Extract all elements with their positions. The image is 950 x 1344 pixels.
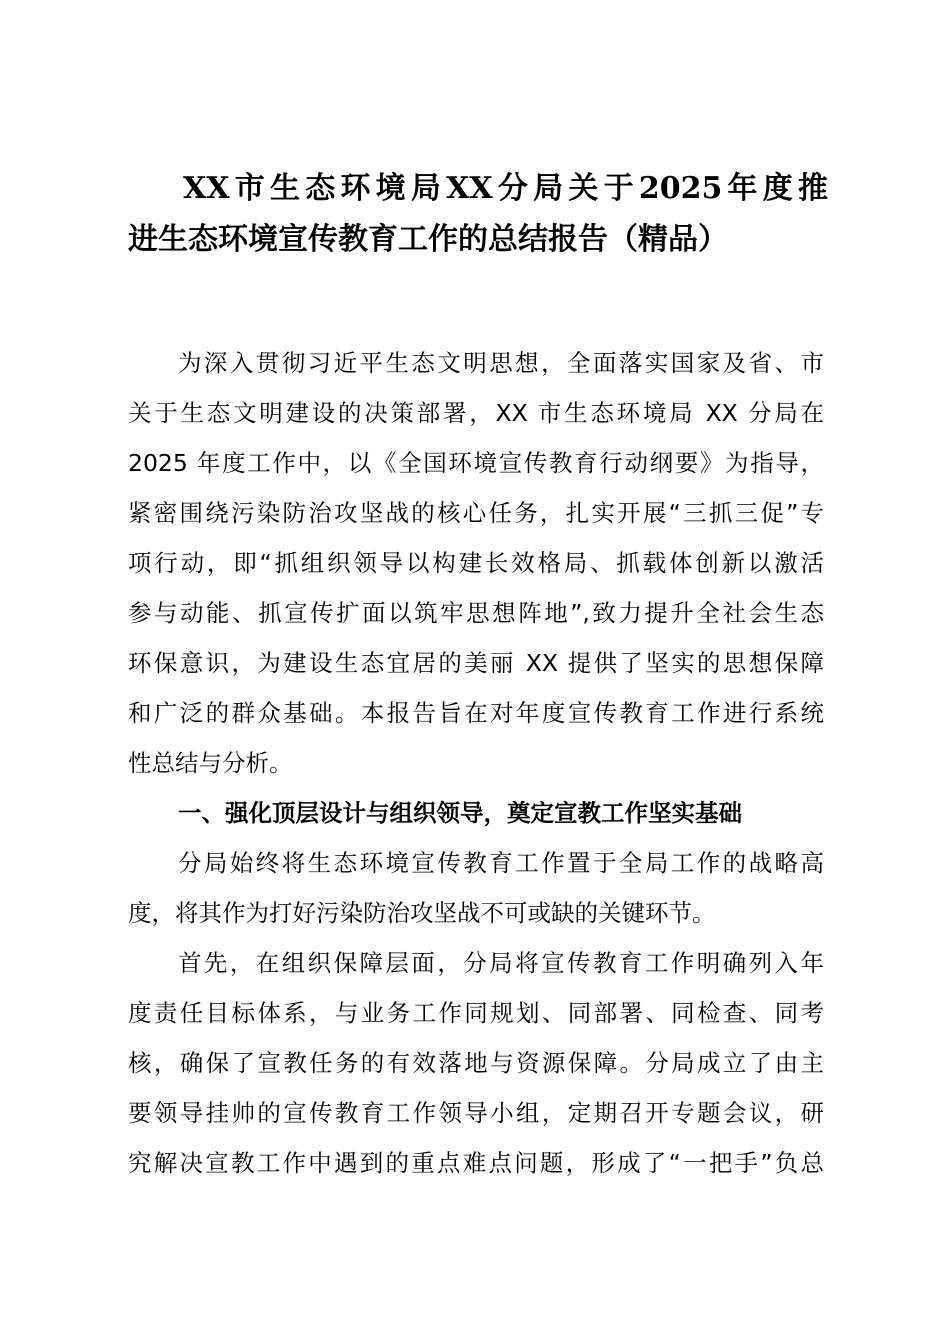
text-line: 首先，在组织保障层面，分局将宣传教育工作明确列入年 [178,949,824,977]
text-line: 分局始终将生态环境宣传教育工作置于全局工作的战略高 [178,849,824,877]
section-heading: 一、强化顶层设计与组织领导，奠定宣教工作坚实基础 [178,799,742,827]
text-line: 度责任目标体系，与业务工作同规划、同部署、同检查、同考 [128,999,824,1027]
text-line: 度，将其作为打好污染防治攻坚战不可或缺的关键环节。 [128,899,716,927]
text-line: 环保意识，为建设生态宜居的美丽 XX 提供了坚实的思想保障 [128,649,824,677]
title-line: XX市生态环境局XX分局关于2025年度推 [183,171,828,206]
text-line: 性总结与分析。 [128,749,293,777]
text-line: 2025 年度工作中，以《全国环境宣传教育行动纲要》为指导， [128,449,824,477]
section1-paragraph-1 [128,838,824,938]
text-line: 紧密围绕污染防治攻坚战的核心任务，扎实开展“三抓三促”专 [128,499,824,527]
text-line: 和广泛的群众基础。本报告旨在对年度宣传教育工作进行系统 [128,699,824,727]
document-title [128,163,828,265]
text-line: 要领导挂帅的宣传教育工作领导小组，定期召开专题会议，研 [128,1099,824,1127]
text-line: 为深入贯彻习近平生态文明思想，全面落实国家及省、市 [178,349,824,377]
text-line: 核，确保了宣教任务的有效落地与资源保障。分局成立了由主 [128,1049,824,1077]
document-body [128,338,824,1188]
text-line: 参与动能、抓宣传扩面以筑牢思想阵地”,致力提升全社会生态 [128,599,824,627]
text-line: 关于生态文明建设的决策部署，XX 市生态环境局 XX 分局在 [128,399,824,427]
text-line: 项行动，即“抓组织领导以构建长效格局、抓载体创新以激活 [128,549,824,577]
section1-paragraph-2 [128,938,824,1188]
text-line: 究解决宣教工作中遇到的重点难点问题，形成了“一把手”负总 [128,1149,824,1177]
intro-paragraph [128,338,824,788]
title-line: 进生态环境宣传教育工作的总结报告（精品） [128,222,728,257]
